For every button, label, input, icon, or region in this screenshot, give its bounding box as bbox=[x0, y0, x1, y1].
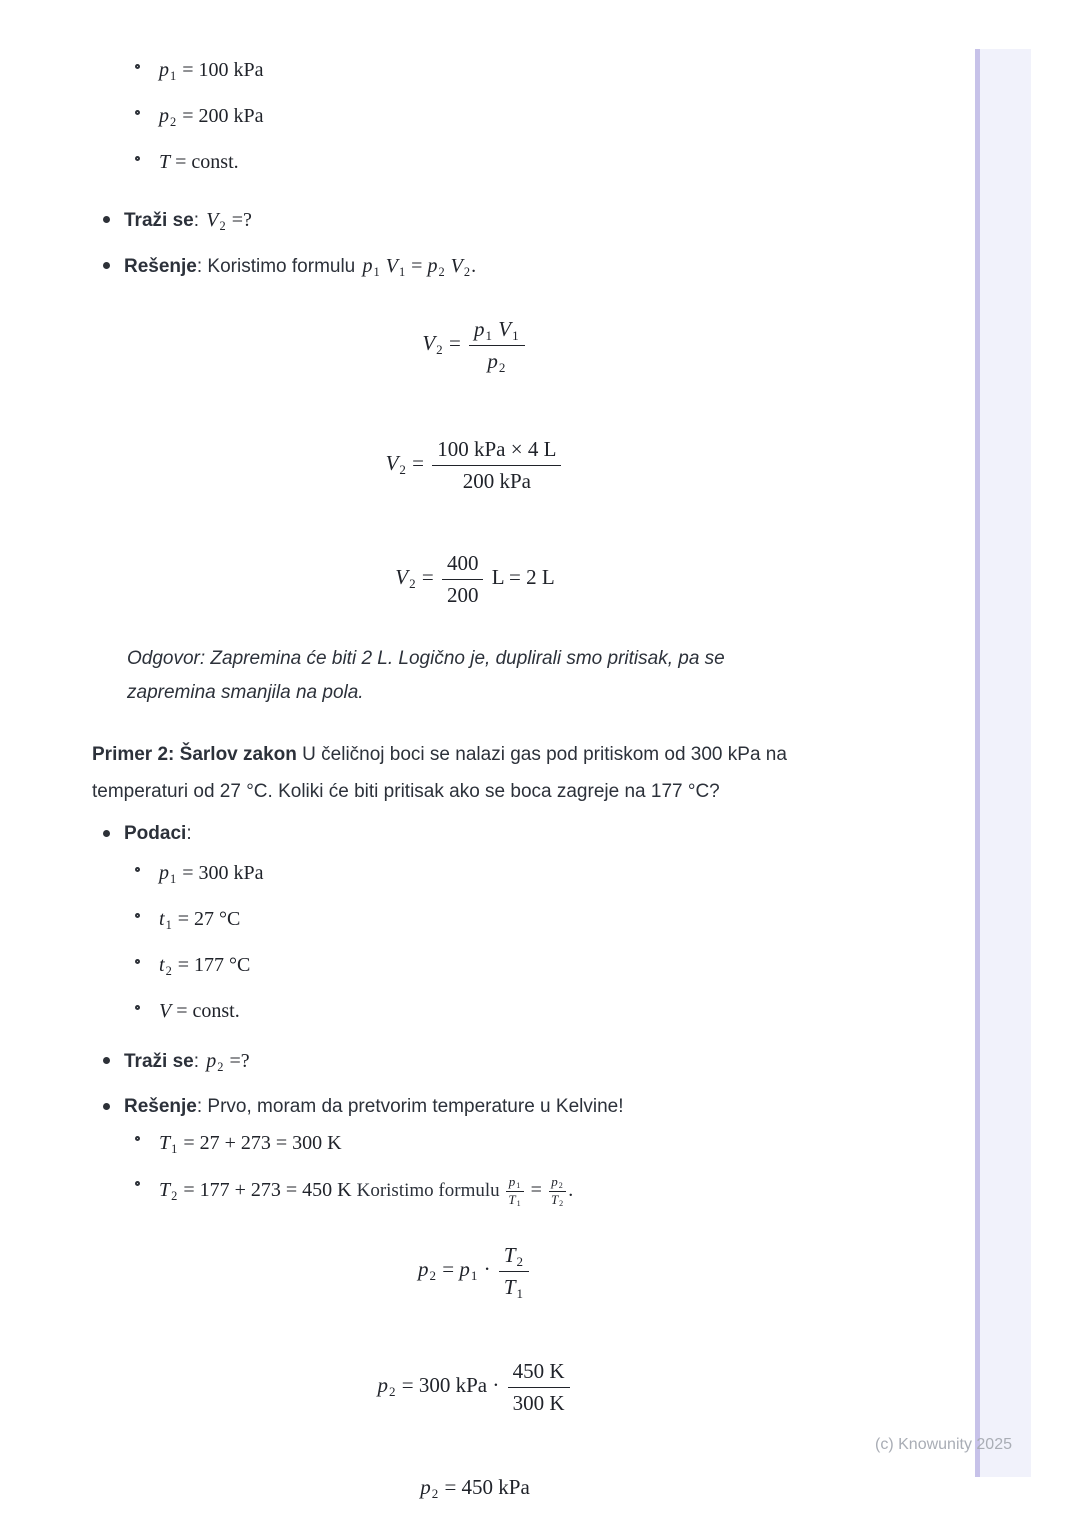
math-text: $p_1$ $V_1 = p_2$ $V_2$. bbox=[362, 255, 477, 279]
bullet-icon bbox=[103, 830, 110, 837]
math-text: $t_2 = 177$ °C bbox=[159, 954, 251, 978]
example2-podaci-group bbox=[90, 822, 860, 1025]
circle-bullet-icon bbox=[135, 156, 140, 161]
list-item bbox=[90, 208, 860, 234]
math-text: $p_2$ =? bbox=[206, 1050, 250, 1074]
math-text: V = const. bbox=[159, 1000, 240, 1022]
list-item bbox=[90, 822, 860, 1025]
circle-bullet-icon bbox=[135, 959, 140, 964]
math-text: $T_1 = 27 + 273 = 300$ K bbox=[159, 1132, 342, 1156]
math-text: $V_2$ = $\frac{400}{200}$ L = 2 L bbox=[395, 551, 555, 607]
list-item bbox=[124, 953, 860, 979]
list-item bbox=[90, 104, 860, 130]
document-content bbox=[90, 0, 860, 1503]
math-text: $t_1 = 27$ °C bbox=[159, 908, 241, 932]
math-text: $p_2 = 200$ kPa bbox=[159, 105, 264, 129]
example2-data-list bbox=[124, 861, 860, 1025]
bullet-icon bbox=[103, 1103, 110, 1110]
example1-steps-list bbox=[90, 208, 860, 280]
formula-v2-symbolic bbox=[90, 316, 860, 374]
math-text: $V_2$ =? bbox=[206, 209, 252, 233]
circle-bullet-icon bbox=[135, 1181, 140, 1186]
resenje-lead-text: : Prvo, moram da pretvorim temperature u Kelvine! bbox=[196, 1096, 624, 1117]
separator-text: : bbox=[193, 1051, 205, 1072]
circle-bullet-icon bbox=[135, 110, 140, 115]
math-text: $p_2 = 300$ kPa · $\frac{450 K}{300 K}$ bbox=[377, 1373, 572, 1397]
resenje-label: Rešenje bbox=[124, 256, 197, 277]
odgovor-paragraph: Odgovor: Zapremina će biti 2 L. Logično je, duplirali smo pritisak, pa se zapremina smanjila na pola. bbox=[127, 648, 725, 703]
formula-v2-substituted bbox=[90, 436, 860, 494]
math-text: $V_2$ = $\frac{p_1 V_1}{p_2}$ bbox=[422, 331, 527, 355]
circle-bullet-icon bbox=[135, 913, 140, 918]
trazi-se-label: Traži se bbox=[124, 1051, 194, 1072]
formula-p2-symbolic bbox=[90, 1242, 860, 1300]
resenje-lead-text: : Koristimo formulu bbox=[196, 256, 361, 277]
math-text: $T_2 = 177 + 273 = 450$ K Koristimo formulu $\frac{p_1}{T_1}$ = $\frac{p_2}{T_2}$ . bbox=[159, 1174, 574, 1209]
circle-bullet-icon bbox=[135, 867, 140, 872]
next-page-edge-panel bbox=[975, 49, 1031, 1477]
list-item bbox=[90, 150, 860, 176]
kelvin-conversion-list bbox=[124, 1130, 860, 1208]
list-item bbox=[124, 1130, 860, 1158]
trazi-se-label: Traži se bbox=[124, 210, 194, 231]
copyright-watermark: (c) Knowunity 2025 bbox=[875, 1436, 1012, 1453]
example2-steps-list bbox=[90, 1049, 860, 1208]
list-item bbox=[124, 861, 860, 887]
primer2-title: Primer 2: Šarlov zakon bbox=[92, 744, 297, 765]
bullet-icon bbox=[103, 216, 110, 223]
bullet-icon bbox=[103, 262, 110, 269]
math-text: $p_2 = 450$ kPa bbox=[420, 1474, 530, 1501]
separator-text: : bbox=[186, 823, 192, 844]
primer2-paragraph bbox=[92, 736, 848, 810]
bullet-icon bbox=[103, 1057, 110, 1064]
formula-v2-result bbox=[90, 550, 860, 608]
math-text: $p_1 = 100$ kPa bbox=[159, 59, 264, 83]
circle-bullet-icon bbox=[135, 64, 140, 69]
primer2-problem-text: U čeličnoj boci se nalazi gas pod pritiskom od 300 kPa na temperaturi od 27 °C. Koliki će biti pritisak ako se boca zagreje na 177 °C? bbox=[92, 744, 787, 802]
list-item bbox=[90, 1049, 860, 1075]
podaci-label: Podaci bbox=[124, 823, 187, 844]
math-text: $V_2$ = $\frac{\text{100 kPa × 4 L}}{\text{200 kPa}}$ bbox=[386, 451, 565, 475]
separator-text: : bbox=[193, 210, 205, 231]
example1-data-list bbox=[90, 58, 860, 176]
list-item bbox=[124, 999, 860, 1025]
list-item bbox=[90, 254, 860, 280]
formula-p2-result bbox=[90, 1474, 860, 1503]
circle-bullet-icon bbox=[135, 1005, 140, 1010]
formula-p2-substituted bbox=[90, 1358, 860, 1416]
math-text: $p_2 = p_1$ · $\frac{T_2}{T_1}$ bbox=[418, 1257, 532, 1281]
circle-bullet-icon bbox=[135, 1136, 140, 1141]
list-item bbox=[124, 1175, 860, 1208]
math-text: T = const. bbox=[159, 151, 239, 173]
math-text: $p_1 = 300$ kPa bbox=[159, 862, 264, 886]
list-item bbox=[90, 1095, 860, 1208]
list-item bbox=[124, 907, 860, 933]
resenje-label: Rešenje bbox=[124, 1096, 197, 1117]
list-item bbox=[90, 58, 860, 84]
